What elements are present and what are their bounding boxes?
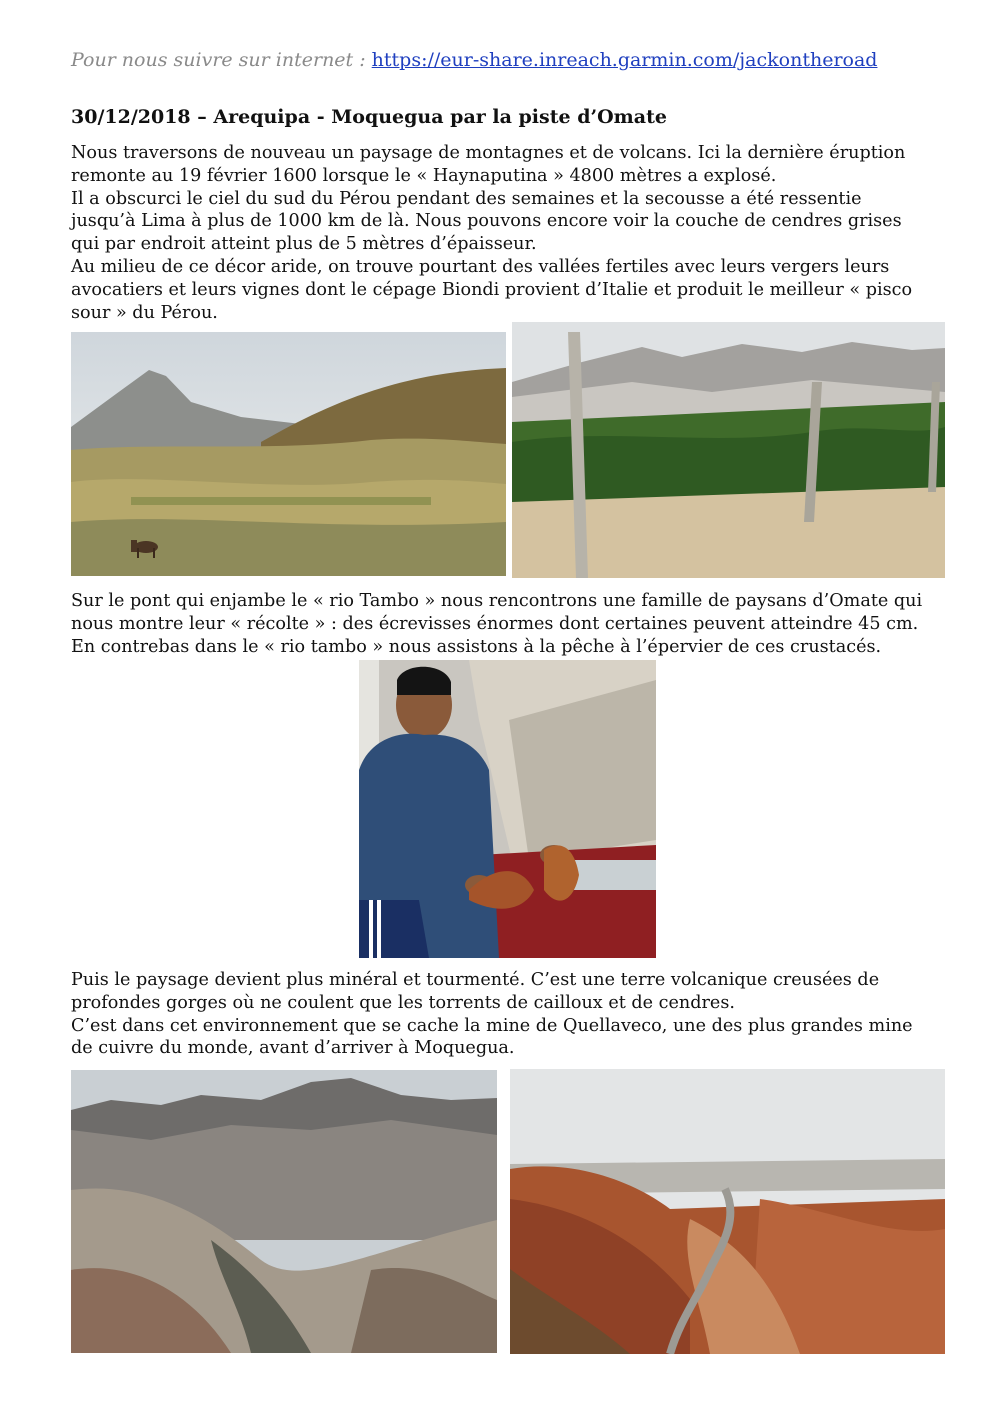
follow-header xyxy=(71,47,877,73)
tracking-link[interactable]: https://eur-share.inreach.garmin.com/jackontheroad xyxy=(371,49,878,71)
paragraph-intro xyxy=(71,142,931,324)
paragraph-line: Puis le paysage devient plus minéral et tourmenté. C’est une terre volcanique creusées de profondes gorges où ne coulent que les torrents de cailloux et de cendres. xyxy=(71,970,880,1013)
crayfish-man-photo xyxy=(359,660,656,958)
paragraph-line: C’est dans cet environnement que se cache la mine de Quellaveco, une des plus grandes mine de cuivre du monde, avant d’arriver à Moquegua. xyxy=(71,1015,913,1059)
red-canyon-road-photo xyxy=(510,1069,945,1354)
paragraph-bridge xyxy=(71,590,931,658)
paragraph-line: Au milieu de ce décor aride, on trouve pourtant des vallées fertiles avec leurs vergers leurs avocatiers et leurs vignes dont le cépage Biondi provient d’Italie et produit le meilleur « pisco sour » du Pérou. xyxy=(71,256,913,323)
volcano-landscape-photo xyxy=(71,332,506,576)
vineyard-photo xyxy=(512,322,945,578)
paragraph-line: Nous traversons de nouveau un paysage de montagnes et de volcans. Ici la dernière éruption remonte au 19 février 1600 lorsque le « Haynaputina » 4800 mètres a explosé. xyxy=(71,143,906,186)
page-title: 30/12/2018 – Arequipa - Moquegua par la piste d’Omate xyxy=(71,106,667,128)
mountain-gorge-photo xyxy=(71,1070,497,1353)
paragraph-mineral xyxy=(71,969,931,1060)
follow-intro: Pour nous suivre sur internet : xyxy=(71,49,366,71)
paragraph-line: Il a obscurci le ciel du sud du Pérou pendant des semaines et la secousse a été ressentie jusqu’à Lima à plus de 1000 km de là. Nous pouvons encore voir la couche de cendres grises qui par endroit atteint plus de 5 mètres d’épaisseur. xyxy=(71,188,902,255)
paragraph-line: Sur le pont qui enjambe le « rio Tambo » nous rencontrons une famille de paysans d’Omate qui nous montre leur « récolte » : des écrevisses énormes dont certaines peuvent atteindre 45 cm. En contrebas dans le « rio tambo » nous assistons à la pêche à l’épervier de ces crustacés. xyxy=(71,591,923,657)
